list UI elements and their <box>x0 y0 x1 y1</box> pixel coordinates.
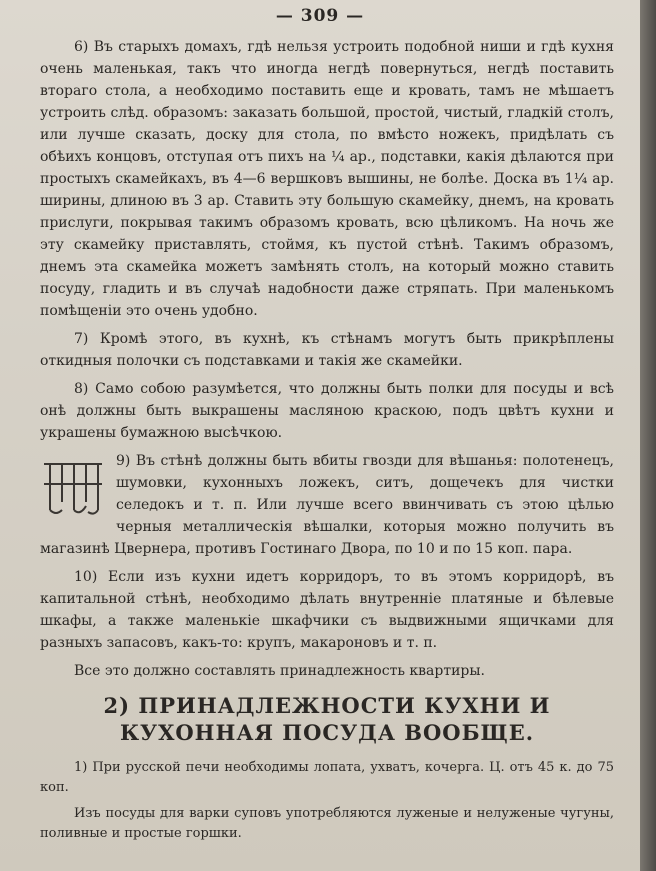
binding-shadow <box>640 0 656 871</box>
section-paragraph-1: 1) При русской печи необходимы лопата, ухватъ, кочерга. Ц. отъ 45 к. до 75 коп. <box>40 760 614 795</box>
section-paragraph-2: Изъ посуды для варки суповъ употребляются луженые и нелуженые чугуны, поливные и простые горшки. <box>40 806 614 841</box>
page-number: — 309 — <box>275 6 365 26</box>
paragraph-7: 7) Кромѣ этого, въ кухнѣ, къ стѣнамъ могутъ быть прикрѣплены откидныя полочки съ подставками и такія же скамейки. <box>40 331 614 369</box>
section-heading: 2) ПРИНАДЛЕЖНОСТИ КУХНИ И КУХОННАЯ ПОСУДА ВООБЩЕ. <box>103 693 551 745</box>
page-content <box>40 36 614 850</box>
paragraph-10: 10) Если изъ кухни идетъ корридоръ, то въ этомъ корридорѣ, въ капитальной стѣнѣ, необходимо дѣлать внутренніе платяные и бѣлевые шкафы, а также маленькіе шкафчики съ выдвижными ящичками для разныхъ запасовъ, какъ-то: крупъ, макароновъ и т. п. <box>40 569 614 651</box>
paragraph-9-block <box>40 450 614 560</box>
hanger-illustration-icon <box>40 454 106 520</box>
paragraph-8: 8) Само собою разумѣется, что должны быть полки для посуды и всѣ онѣ должны быть выкрашены масляною краскою, подъ цвѣтъ кухни и украшены бумажною высѣчкою. <box>40 381 614 441</box>
paragraph-9: 9) Въ стѣнѣ должны быть вбиты гвозди для вѣшанья: полотенецъ, шумовки, кухонныхъ ложекъ, ситъ, дощечекъ для чистки селедокъ и т. п. Или лучше всего ввинчивать съ этою цѣлью черныя металлическія вѣшалки, которыя можно получить въ магазинѣ Цвернера, противъ Гостинаго Двора, по 10 и по 15 коп. пара. <box>40 453 614 557</box>
paragraph-11: Все это должно составлять принадлежность квартиры. <box>74 663 485 679</box>
paragraph-6: 6) Въ старыхъ домахъ, гдѣ нельзя устроить подобной ниши и гдѣ кухня очень маленькая, такъ что иногда негдѣ повернуться, негдѣ поставить втораго стола, а необходимо поставить еще и кровать, тамъ не мѣшаетъ устроить слѣд. образомъ: заказать большой, простой, чистый, гладкій столъ, или лучше сказать, доску для стола, по вмѣсто ножекъ, придѣлать съ обѣихъ концовъ, отступая отъ пихъ на ¼ ар., подставки, какія дѣлаются при простыхъ скамейкахъ, въ 4—6 вершковъ вышины, не болѣе. Доска въ 1¼ ар. ширины, длиною въ 3 ар. Ставить эту большую скамейку, днемъ, на кровать прислуги, покрывая такимъ образомъ кровать, всю цѣликомъ. На ночь же эту скамейку приставлять, стоймя, къ пустой стѣнѣ. Такимъ образомъ, днемъ эта скамейка можетъ замѣнять столъ, на который можно ставить посуду, гладить и въ случаѣ надобности даже стряпать. При маленькомъ помѣщеніи это очень удобно. <box>40 39 614 319</box>
